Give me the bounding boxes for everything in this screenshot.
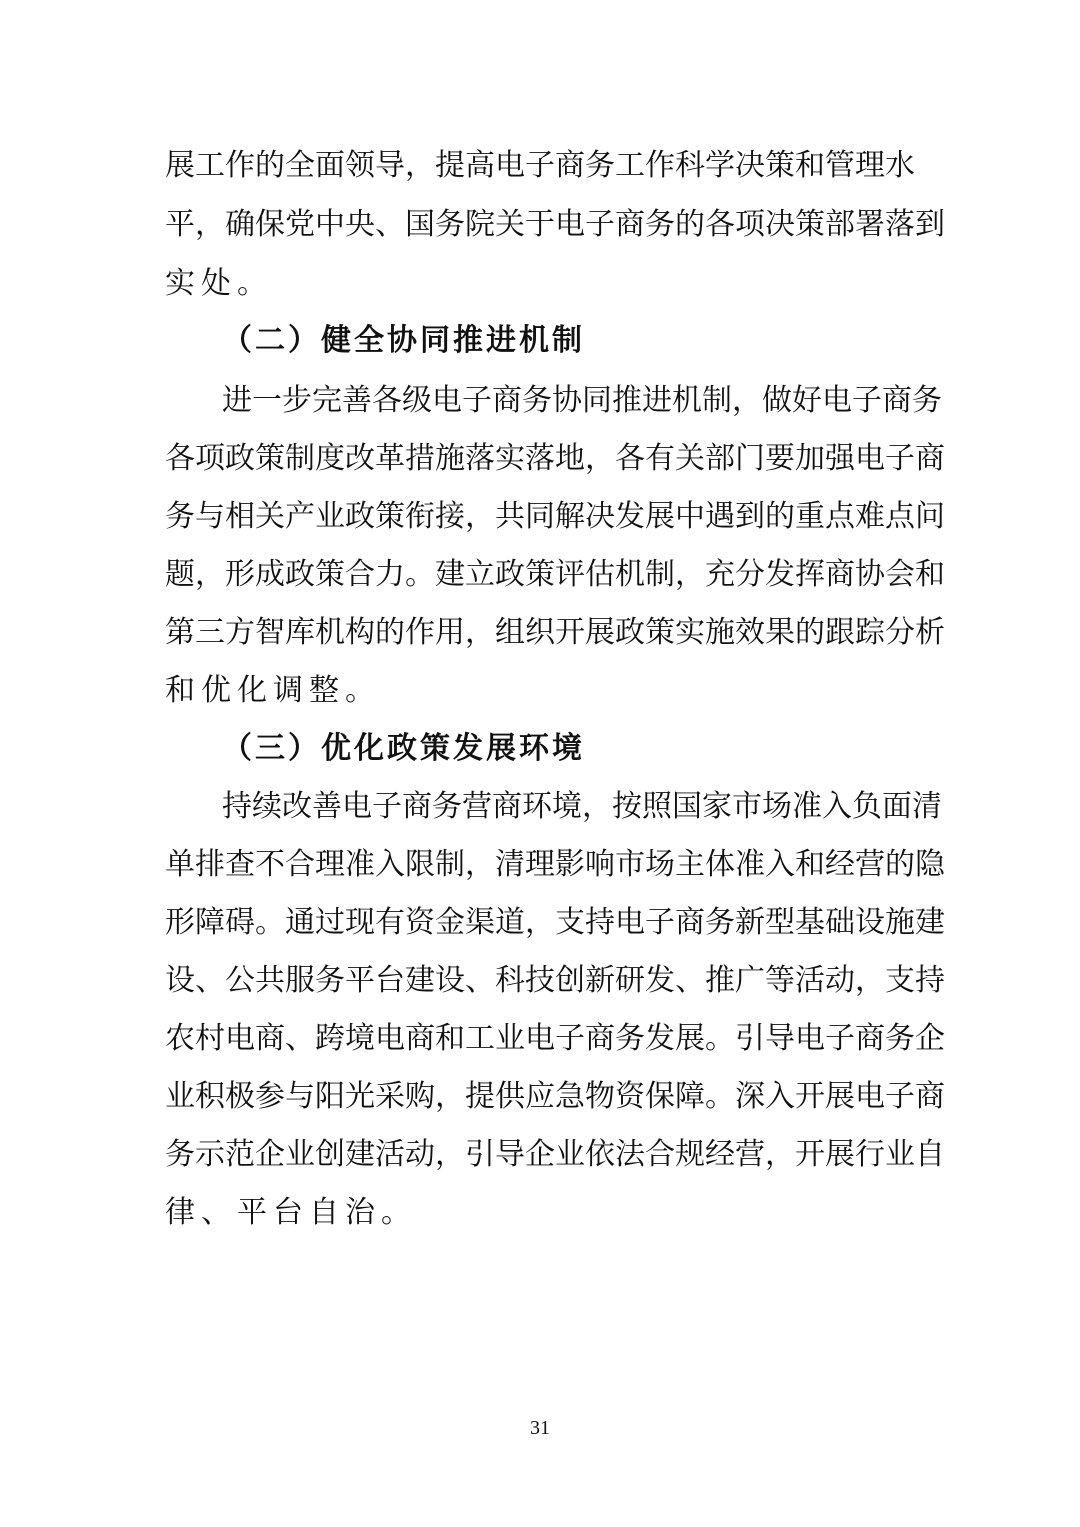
paragraph-line: 第三方智库机构的作用，组织开展政策实施效果的跟踪分析 — [165, 615, 945, 650]
paragraph-line: 单排查不合理准入限制，清理影响市场主体准入和经营的隐 — [165, 847, 945, 882]
paragraph-line: 农村电商、跨境电商和工业电子商务发展。引导电子商务企 — [165, 1021, 945, 1056]
page-number: 31 — [530, 1417, 550, 1439]
paragraph-line: 平，确保党中央、国务院关于电子商务的各项决策部署落到 — [165, 207, 945, 242]
paragraph-line: 持续改善电子商务营商环境，按照国家市场准入负面清 — [222, 789, 942, 824]
paragraph-line: 务与相关产业政策衔接，共同解决发展中遇到的重点难点问 — [165, 499, 945, 534]
paragraph-line: 题，形成政策合力。建立政策评估机制，充分发挥商协会和 — [165, 557, 945, 592]
paragraph-line: 形障碍。通过现有资金渠道，支持电子商务新型基础设施建 — [165, 905, 945, 940]
paragraph-line: 律、平台自治。 — [165, 1195, 417, 1230]
paragraph-line: 各项政策制度改革措施落实落地，各有关部门要加强电子商 — [165, 441, 945, 476]
paragraph-line: 务示范企业创建活动，引导企业依法合规经营，开展行业自 — [165, 1137, 945, 1172]
paragraph-line: 实处。 — [165, 266, 273, 301]
section-heading-3: （三）优化政策发展环境 — [222, 731, 585, 766]
paragraph-line: 设、公共服务平台建设、科技创新研发、推广等活动，支持 — [165, 963, 945, 998]
paragraph-line: 进一步完善各级电子商务协同推进机制，做好电子商务 — [222, 383, 942, 418]
section-heading-2: （二）健全协同推进机制 — [222, 323, 585, 358]
paragraph-line: 业积极参与阳光采购，提供应急物资保障。深入开展电子商 — [165, 1079, 945, 1114]
paragraph-line: 和优化调整。 — [165, 673, 381, 708]
paragraph-line: 展工作的全面领导，提高电子商务工作科学决策和管理水 — [165, 148, 915, 183]
